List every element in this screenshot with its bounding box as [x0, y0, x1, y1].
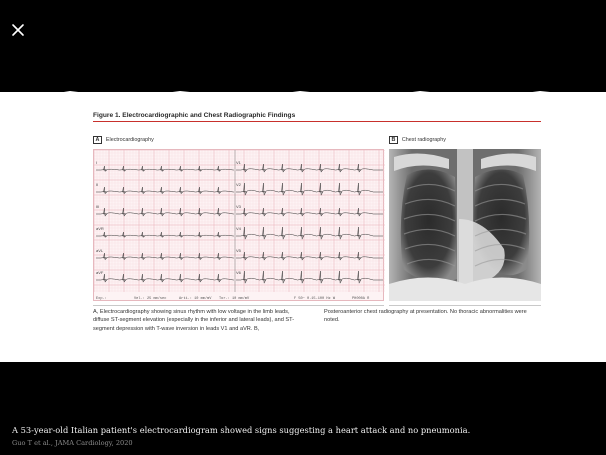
- photo-caption: A 53-year-old Italian patient's electrocardiogram showed signs suggesting a heart attack and no pneumonia.: [12, 425, 471, 435]
- ecg-trace: [96, 166, 234, 171]
- ecg-footer-text: Exp.:: [96, 297, 107, 301]
- ecg-trace: [96, 274, 234, 282]
- ecg-tracing: [93, 149, 384, 301]
- ecg-lead-label: V3: [236, 204, 241, 209]
- ecg-footer-text: Tor.: 10 mm/mV: [219, 297, 250, 301]
- panel-b-label: [389, 136, 446, 144]
- panel-a-letter: A: [93, 136, 102, 144]
- torn-edge-top: [0, 88, 606, 98]
- ecg-trace: [96, 232, 234, 237]
- ecg-footer-text: PH000A R: [352, 297, 370, 301]
- ecg-footer-text: Arti.: 10 mm/mV: [179, 297, 212, 301]
- ecg-trace: [96, 253, 234, 260]
- caption-rule-b: [389, 305, 541, 306]
- panel-b-letter: B: [389, 136, 398, 144]
- ecg-lead-label: aVF: [96, 270, 104, 275]
- close-icon: [8, 20, 28, 40]
- photo-credit: Guo T et al., JAMA Cardiology, 2020: [12, 439, 133, 447]
- ecg-trace: [96, 187, 234, 194]
- ecg-lead-label: V2: [236, 182, 241, 187]
- ecg-lead-label: V5: [236, 248, 241, 253]
- ecg-lead-label: aVR: [96, 226, 104, 231]
- ecg-lead-label: III: [96, 204, 100, 209]
- chest-xray-image: [389, 149, 541, 301]
- caption-rule-a: [93, 305, 384, 306]
- chest-xray-svg: [389, 149, 541, 301]
- ecg-lead-label: V6: [236, 270, 241, 275]
- ecg-lead-label: II: [96, 182, 99, 187]
- panel-b-title: Chest radiography: [401, 137, 446, 143]
- title-rule: [93, 121, 541, 122]
- figure-title: Figure 1. Electrocardiographic and Chest Radiographic Findings: [93, 112, 296, 119]
- figure-caption-b: Posteroanterior chest radiography at presentation. No thoracic abnormalities were noted.: [324, 309, 527, 324]
- ecg-lead-label: V4: [236, 226, 241, 231]
- ecg-lead-label: aVL: [96, 248, 104, 253]
- ecg-footer-text: Vel.: 25 mm/sec: [134, 297, 167, 301]
- panel-a-label: [93, 136, 154, 144]
- ecg-lead-label: V1: [236, 160, 241, 165]
- figure-caption-a: A, Electrocardiography showing sinus rhythm with low voltage in the limb leads, diffuse ST-segment elevation (especially in the inferior and lateral leads), and ST-segment depression with T-wave inversion in leads V1 and aVR. B,: [93, 309, 295, 332]
- article-figure: [93, 112, 541, 347]
- close-button[interactable]: [8, 20, 28, 40]
- image-viewer: [0, 92, 606, 362]
- panel-a-title: Electrocardiography: [105, 137, 154, 143]
- ecg-footer-text: F 50~ 0.15-100 Hz W: [294, 297, 335, 301]
- ecg-lead-label: I: [96, 160, 98, 165]
- ecg-trace: [96, 208, 234, 216]
- ecg-svg: [94, 150, 385, 302]
- torn-edge-bottom: [0, 354, 606, 364]
- xray-lung-right: [401, 169, 457, 282]
